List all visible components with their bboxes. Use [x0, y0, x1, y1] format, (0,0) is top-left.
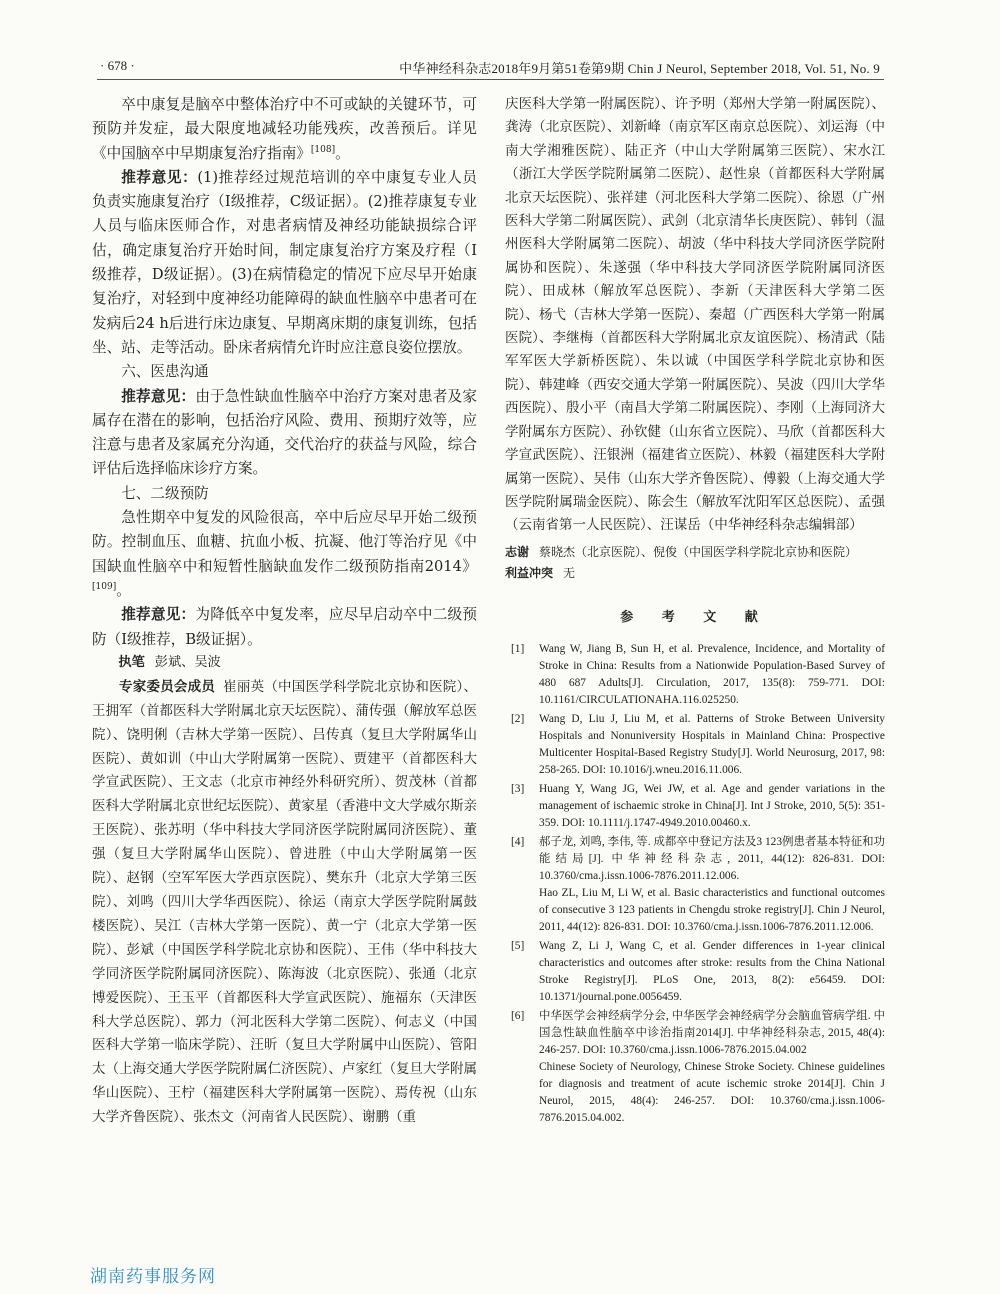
reference-number: [5]: [511, 939, 525, 952]
journal-running-head: 中华神经科杂志2018年9月第51卷第9期 Chin J Neurol, September 2018, Vol. 51, No. 9: [399, 61, 880, 76]
section-heading-communication: 六、医患沟通: [121, 363, 209, 381]
reference-number: [1]: [511, 642, 525, 655]
reference-number: [3]: [511, 782, 525, 795]
reference-item: [505, 641, 885, 709]
secondary-prevention-recommendation: 推荐意见：为降低卒中复发率，应尽早启动卒中二级预防（Ⅰ级推荐，B级证据）。: [92, 606, 477, 648]
reference-list: [505, 641, 885, 1127]
recommendation-label: 推荐意见：: [121, 387, 196, 405]
right-column: [505, 93, 885, 1129]
citation-108: [108]: [310, 144, 336, 155]
references-title: 参 考 文 献: [620, 609, 770, 625]
conflict-of-interest-line: 利益冲突 无: [505, 565, 576, 580]
reference-text: 中华医学会神经病学分会, 中华医学会神经病学分会脑血管病学组. 中国急性缺血性脑卒中诊治指南2014[J]. 中华神经科杂志, 2015, 48(4): 246-257. DOI: 10.3760/cma.j.issn.1006-7876.2015.04.002: [539, 1009, 885, 1056]
writers-line: [92, 652, 477, 674]
communication-recommendation: 推荐意见：由于急性缺血性脑卒中治疗方案对患者及家属存在潜在的影响，包括治疗风险、费用、预期疗效等，应注意与患者及家属充分沟通，交代治疗的获益与风险，综合评估后选择临床诊疗方案。: [92, 387, 477, 478]
reference-number: [4]: [511, 835, 525, 848]
acknowledgement-label: 志谢: [505, 544, 530, 559]
reference-text: Huang Y, Wang JG, Wei JW, et al. Age and gender variations in the management of ischaemic stroke in China[J]. Int J Stroke, 2010, 5(5): 351-359. DOI: 10.1111/j.1747-4949.2010.00460.x.: [539, 782, 885, 829]
reference-text: Wang D, Liu J, Liu M, et al. Patterns of Stroke Between University Hospitals and Nonuniversity Hospitals in Mainland China: Prospective Multicenter Hospital-Based Registry Study[J]. World Neurosurg, 2017, 98: 258-265. DOI: 10.1016/j.wneu.2016.11.006.: [539, 712, 885, 776]
reference-item: [505, 711, 885, 779]
reference-translation: Chinese Society of Neurology, Chinese Stroke Society. Chinese guidelines for diagnosis and treatment of acute ischemic stroke 2014[J]. Chin J Neurol, 2015, 48(4): 246-257. DOI: 10.3760/cma.j.issn.1006-7876.2015.04.002.: [539, 1060, 885, 1124]
conflict-of-interest-label: 利益冲突: [505, 565, 554, 580]
watermark: 湖南药事服务网: [90, 1267, 216, 1287]
writers-names: 彭斌、吴波: [154, 654, 221, 670]
writers-label: 执笔: [118, 654, 145, 670]
reference-text: Wang W, Jiang B, Sun H, et al. Prevalence, Incidence, and Mortality of Stroke in China: Results from a Nationwide Population-Based Survey of 480 687 Adults[J]. Circulation, 2017, 135(8): 759-771. DOI: 10.1161/CIRCULATIONAHA.116.025250.: [539, 642, 885, 706]
recommendation-label: 推荐意见：: [121, 168, 198, 186]
left-column: [92, 93, 477, 1130]
committee-members-continued: 庆医科大学第一附属医院）、许予明（郑州大学第一附属医院）、龚涛（北京医院）、刘新峰（南京军区南京总医院）、刘运海（中南大学湘雅医院）、陆正齐（中山大学附属第三医院）、宋水江（浙江大学医学院附属第二医院）、赵性泉（首都医科大学附属北京天坛医院）、张祥建（河北医科大学第二医院）、徐恩（广州医科大学第二附属医院）、武剑（北京清华长庚医院）、韩钊（温州医科大学附属第二医院）、胡波（华中科技大学同济医学院附属协和医院）、朱遂强（华中科技大学同济医学院附属同济医院）、田成林（解放军总医院）、李新（天津医科大学第二医院）、杨弋（吉林大学第一医院）、秦超（广西医科大学第一附属医院）、李继梅（首都医科大学附属北京友谊医院）、杨清武（陆军军医大学新桥医院）、朱以诚（中国医学科学院北京协和医院）、韩建峰（西安交通大学第一附属医院）、吴波（四川大学华西医院）、殷小平（南昌大学第二附属医院）、李刚（上海同济大学附属东方医院）、孙钦健（山东省立医院）、马欣（首都医科大学宣武医院）、汪银洲（福建省立医院）、林毅（福建医科大学附属第一医院）、吴伟（山东大学齐鲁医院）、傅毅（上海交通大学医学院附属瑞金医院）、陈会生（解放军沈阳军区总医院）、孟强（云南省第一人民医院）、汪谋岳（中华神经科杂志编辑部）: [505, 96, 885, 534]
committee-members: 专家委员会成员 崔丽英（中国医学科学院北京协和医院）、王拥军（首都医科大学附属北京天坛医院）、蒲传强（解放军总医院）、饶明俐（吉林大学第一医院）、吕传真（复旦大学附属华山医院）、黄如训（中山大学附属第一医院）、贾建平（首都医科大学宣武医院）、王文志（北京市神经外科研究所）、贺茂林（首都医科大学附属北京世纪坛医院）、黄家星（香港中文大学威尔斯亲王医院）、张苏明（华中科技大学同济医学院附属同济医院）、董强（复旦大学附属华山医院）、曾进胜（中山大学附属第一医院）、赵钢（空军军医大学西京医院）、樊东升（北京大学第三医院）、刘鸣（四川大学华西医院）、徐运（南京大学医学院附属鼓楼医院）、吴江（吉林大学第一医院）、黄一宁（北京大学第一医院）、彭斌（中国医学科学院北京协和医院）、王伟（华中科技大学同济医学院附属同济医院）、陈海波（北京医院）、张通（北京博爱医院）、王玉平（首都医科大学宣武医院）、施福东（天津医科大学总医院）、郭力（河北医科大学第二医院）、何志义（中国医科大学第一临床学院）、汪昕（复旦大学附属中山医院）、管阳太（上海交通大学医学院附属仁济医院）、卢家红（复旦大学附属华山医院）、王柠（福建医科大学附属第一医院）、焉传祝（山东大学齐鲁医院）、张杰文（河南省人民医院）、谢鹏（重: [92, 678, 478, 1126]
reference-item: [505, 1008, 885, 1127]
reference-number: [2]: [511, 712, 525, 725]
page-header: [0, 0, 1000, 78]
acknowledgement-line: 志谢 蔡晓杰（北京医院）、倪俊（中国医学科学院北京协和医院）: [505, 544, 858, 559]
reference-number: [6]: [511, 1009, 525, 1022]
reference-text: 郝子龙, 刘鸣, 李伟, 等. 成都卒中登记方法及3 123例患者基本特征和功能结局[J]. 中华神经科杂志, 2011, 44(12): 826-831. DOI: 10.3760/cma.j.issn.1006-7876.2011.12.006.: [539, 835, 885, 882]
recommendation-label: 推荐意见：: [121, 606, 196, 624]
secondary-prevention-paragraph: 急性期卒中复发的风险很高，卒中后应尽早开始二级预防。控制血压、血糖、抗血小板、抗凝、他汀等治疗见《中国缺血性脑卒中和短暂性脑缺血发作二级预防指南2014》[109]。: [92, 509, 477, 599]
reference-item: [505, 834, 885, 936]
reference-item: [505, 938, 885, 1006]
page-number: · 678 ·: [100, 58, 135, 73]
reference-item: [505, 781, 885, 832]
citation-109: [109]: [92, 582, 117, 593]
rehab-recommendation: 推荐意见：(1)推荐经过规范培训的卒中康复专业人员负责实施康复治疗（Ⅰ级推荐，C级证据）。(2)推荐康复专业人员与临床医师合作，对患者病情及神经功能缺损综合评估，确定康复治疗开始时间，制定康复治疗方案及疗程（Ⅰ级推荐，D级证据）。(3)在病情稳定的情况下应尽早开始康复治疗，对轻到中度神经功能障碍的缺血性脑卒中患者可在发病后24 h后进行床边康复、早期离床期的康复训练，包括坐、站、走等活动。卧床者病情允许时应注意良姿位摆放。: [92, 168, 477, 356]
reference-translation: Hao ZL, Liu M, Li W, et al. Basic characteristics and functional outcomes of consecutive 3 123 patients in Chengdu stroke registry[J]. Chin J Neurol, 2011, 44(12): 826-831. DOI: 10.3760/cma.j.issn.1006-7876.2011.12.006.: [539, 886, 885, 933]
rehab-paragraph: 卒中康复是脑卒中整体治疗中不可或缺的关键环节，可预防并发症，最大限度地减轻功能残疾，改善预后。详见《中国脑卒中早期康复治疗指南》[108]。: [92, 96, 477, 162]
reference-text: Wang Z, Li J, Wang C, et al. Gender differences in 1-year clinical characteristics and outcomes after stroke: results from the China National Stroke Registry[J]. PLoS One, 2013, 8(2): e56459. DOI: 10.1371/journal.pone.0056459.: [539, 939, 885, 1003]
section-heading-secondary-prevention: 七、二级预防: [121, 484, 209, 502]
members-label: 专家委员会成员: [119, 678, 216, 695]
header-rule: [97, 79, 884, 80]
